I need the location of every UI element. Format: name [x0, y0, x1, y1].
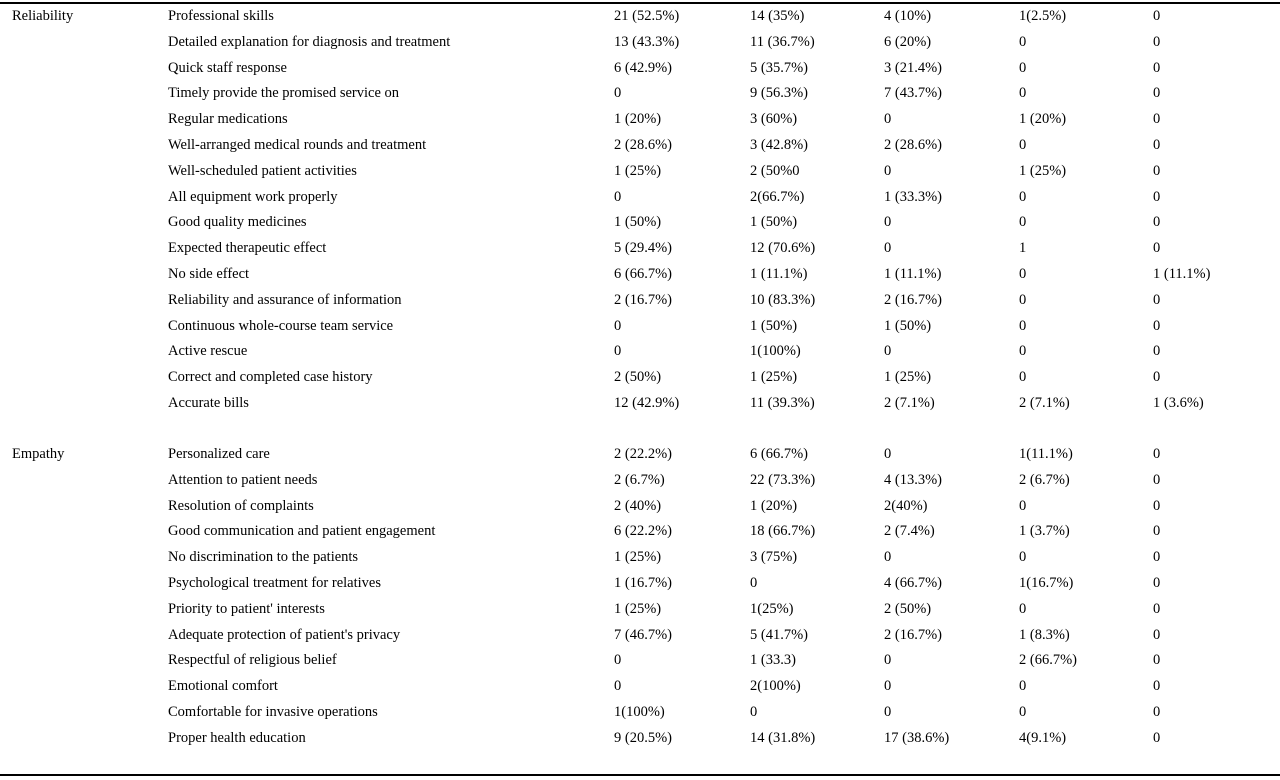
value-cell: 1 (33.3%) [884, 188, 942, 205]
value-cell: 0 [1019, 188, 1027, 205]
value-cell: 2(66.7%) [750, 188, 805, 205]
value-cell: 1 (25%) [614, 162, 662, 179]
item-label: Expected therapeutic effect [168, 240, 327, 257]
value-cell: 1 (50%) [750, 214, 798, 231]
value-cell: 7 (46.7%) [614, 626, 672, 643]
table-row [0, 339, 1280, 365]
value-cell: 1 (25%) [750, 369, 798, 386]
value-cell: 0 [614, 188, 622, 205]
value-cell: 2 (16.7%) [614, 291, 672, 308]
value-cell: 4(9.1%) [1019, 729, 1067, 746]
value-cell: 0 [1153, 85, 1161, 102]
value-cell: 5 (35.7%) [750, 59, 808, 76]
value-cell: 2 (16.7%) [884, 626, 942, 643]
value-cell: 1 [1019, 240, 1027, 257]
value-cell: 0 [884, 111, 892, 128]
value-cell: 1 (20%) [614, 111, 662, 128]
item-label: Professional skills [168, 8, 274, 24]
value-cell: 6 (66.7%) [750, 446, 808, 462]
value-cell: 1 (25%) [1019, 162, 1067, 179]
value-cell: 1(16.7%) [1019, 574, 1074, 591]
value-cell: 2(100%) [750, 678, 801, 695]
table-row [0, 519, 1280, 545]
value-cell: 1(2.5%) [1019, 8, 1067, 24]
value-cell: 0 [1019, 317, 1027, 334]
value-cell: 0 [1153, 240, 1161, 257]
value-cell: 0 [1153, 703, 1161, 720]
value-cell: 1 (20%) [750, 497, 798, 514]
value-cell: 22 (73.3%) [750, 471, 816, 488]
value-cell: 2 (50%0 [750, 162, 800, 179]
value-cell: 3 (75%) [750, 549, 798, 566]
value-cell: 3 (60%) [750, 111, 798, 128]
value-cell: 14 (31.8%) [750, 729, 816, 746]
value-cell: 3 (42.8%) [750, 136, 808, 153]
item-label: Regular medications [168, 111, 288, 128]
table-row [0, 30, 1280, 56]
item-label: Well-arranged medical rounds and treatment [168, 136, 427, 153]
value-cell: 2 (16.7%) [884, 291, 942, 308]
value-cell: 1 (8.3%) [1019, 626, 1070, 643]
value-cell: 1 (11.1%) [750, 265, 808, 282]
value-cell: 5 (29.4%) [614, 240, 672, 257]
item-label: Respectful of religious belief [168, 652, 337, 669]
table-row [0, 468, 1280, 494]
value-cell: 0 [614, 317, 622, 334]
value-cell: 0 [1019, 600, 1027, 617]
table-group-empathy [0, 442, 1280, 752]
value-cell: 11 (39.3%) [750, 394, 815, 411]
table-row [0, 185, 1280, 211]
value-cell: 21 (52.5%) [614, 8, 680, 24]
value-cell: 0 [1153, 600, 1161, 617]
item-label: All equipment work properly [168, 188, 338, 205]
dimension-label: Reliability [12, 8, 74, 24]
value-cell: 1(11.1%) [1019, 446, 1073, 462]
value-cell: 1 (3.6%) [1153, 394, 1204, 411]
value-cell: 0 [884, 162, 892, 179]
item-label: Good communication and patient engagement [168, 523, 436, 540]
value-cell: 4 (13.3%) [884, 471, 942, 488]
value-cell: 0 [1153, 549, 1161, 566]
item-label: Quick staff response [168, 59, 287, 76]
item-label: Resolution of complaints [168, 497, 314, 514]
table-row [0, 545, 1280, 571]
value-cell: 6 (66.7%) [614, 265, 672, 282]
item-label: Accurate bills [168, 394, 249, 411]
value-cell: 0 [1153, 574, 1161, 591]
value-cell: 0 [750, 703, 758, 720]
table-row [0, 159, 1280, 185]
value-cell: 0 [1153, 162, 1161, 179]
value-cell: 2 (40%) [614, 497, 662, 514]
value-cell: 0 [884, 703, 892, 720]
table-row [0, 262, 1280, 288]
value-cell: 0 [1019, 497, 1027, 514]
value-cell: 0 [750, 574, 758, 591]
value-cell: 1 (11.1%) [1153, 265, 1211, 282]
value-cell: 0 [614, 343, 622, 360]
value-cell: 1 (16.7%) [614, 574, 672, 591]
value-cell: 2 (7.4%) [884, 523, 935, 540]
value-cell: 1 (25%) [614, 549, 662, 566]
value-cell: 0 [1153, 59, 1161, 76]
value-cell: 0 [1153, 291, 1161, 308]
table-group-reliability [0, 4, 1280, 417]
item-label: Correct and completed case history [168, 369, 373, 386]
value-cell: 0 [614, 652, 622, 669]
value-cell: 1 (25%) [884, 369, 932, 386]
table-row [0, 288, 1280, 314]
value-cell: 1 (20%) [1019, 111, 1067, 128]
value-cell: 4 (66.7%) [884, 574, 942, 591]
value-cell: 1(25%) [750, 600, 794, 617]
item-label: Adequate protection of patient's privacy [168, 626, 401, 643]
value-cell: 0 [1153, 8, 1161, 24]
value-cell: 0 [1153, 369, 1161, 386]
table-row [0, 571, 1280, 597]
value-cell: 0 [1019, 136, 1027, 153]
dimension-label: Empathy [12, 446, 65, 462]
table-row [0, 107, 1280, 133]
value-cell: 2 (7.1%) [1019, 394, 1070, 411]
value-cell: 0 [884, 343, 892, 360]
value-cell: 2 (6.7%) [1019, 471, 1070, 488]
value-cell: 9 (20.5%) [614, 729, 672, 746]
value-cell: 12 (42.9%) [614, 394, 680, 411]
value-cell: 0 [1019, 703, 1027, 720]
value-cell: 0 [1153, 626, 1161, 643]
value-cell: 14 (35%) [750, 8, 805, 24]
value-cell: 6 (42.9%) [614, 59, 672, 76]
value-cell: 0 [884, 214, 892, 231]
value-cell: 0 [1019, 265, 1027, 282]
item-label: Continuous whole-course team service [168, 317, 394, 334]
table-row [0, 442, 1280, 468]
table-row [0, 4, 1280, 30]
value-cell: 2 (50%) [884, 600, 932, 617]
item-label: Good quality medicines [168, 214, 307, 231]
value-cell: 6 (20%) [884, 33, 932, 50]
value-cell: 4 (10%) [884, 8, 932, 24]
value-cell: 0 [1019, 678, 1027, 695]
value-cell: 0 [1153, 33, 1161, 50]
table-row [0, 210, 1280, 236]
value-cell: 18 (66.7%) [750, 523, 816, 540]
value-cell: 10 (83.3%) [750, 291, 816, 308]
value-cell: 5 (41.7%) [750, 626, 808, 643]
value-cell: 1 (33.3) [750, 652, 796, 669]
value-cell: 2 (6.7%) [614, 471, 665, 488]
table-row [0, 648, 1280, 674]
value-cell: 2(40%) [884, 497, 928, 514]
value-cell: 0 [1153, 111, 1161, 128]
value-cell: 2 (7.1%) [884, 394, 935, 411]
value-cell: 1 (11.1%) [884, 265, 942, 282]
item-label: Psychological treatment for relatives [168, 574, 381, 591]
table-row [0, 56, 1280, 82]
value-cell: 1 (50%) [750, 317, 798, 334]
item-label: No side effect [168, 265, 250, 282]
value-cell: 0 [1153, 188, 1161, 205]
value-cell: 7 (43.7%) [884, 85, 942, 102]
value-cell: 11 (36.7%) [750, 33, 815, 50]
value-cell: 0 [1019, 291, 1027, 308]
value-cell: 0 [1153, 678, 1161, 695]
value-cell: 0 [1019, 59, 1027, 76]
table-row [0, 726, 1280, 752]
table-row [0, 494, 1280, 520]
value-cell: 2 (22.2%) [614, 446, 672, 462]
value-cell: 17 (38.6%) [884, 729, 950, 746]
value-cell: 0 [614, 678, 622, 695]
item-label: Comfortable for invasive operations [168, 703, 378, 720]
value-cell: 0 [1153, 214, 1161, 231]
value-cell: 1 (50%) [614, 214, 662, 231]
table-row [0, 236, 1280, 262]
value-cell: 0 [1019, 214, 1027, 231]
table-row [0, 133, 1280, 159]
value-cell: 0 [884, 549, 892, 566]
value-cell: 0 [1153, 652, 1161, 669]
value-cell: 2 (28.6%) [884, 136, 942, 153]
value-cell: 13 (43.3%) [614, 33, 680, 50]
value-cell: 0 [1019, 549, 1027, 566]
value-cell: 0 [884, 240, 892, 257]
table-row [0, 81, 1280, 107]
value-cell: 1(100%) [614, 703, 665, 720]
value-cell: 0 [884, 678, 892, 695]
item-label: Priority to patient' interests [168, 600, 325, 617]
value-cell: 0 [614, 85, 622, 102]
value-cell: 2 (28.6%) [614, 136, 672, 153]
value-cell: 1 (3.7%) [1019, 523, 1070, 540]
item-label: Proper health education [168, 729, 306, 746]
item-label: Detailed explanation for diagnosis and treatment [168, 33, 451, 50]
value-cell: 3 (21.4%) [884, 59, 942, 76]
value-cell: 1 (25%) [614, 600, 662, 617]
item-label: Attention to patient needs [168, 471, 318, 488]
item-label: Personalized care [168, 446, 270, 462]
value-cell: 0 [1153, 343, 1161, 360]
value-cell: 6 (22.2%) [614, 523, 672, 540]
table-row [0, 597, 1280, 623]
table-row [0, 365, 1280, 391]
value-cell: 0 [1153, 523, 1161, 540]
value-cell: 0 [1019, 343, 1027, 360]
table-row [0, 391, 1280, 417]
table-row [0, 700, 1280, 726]
value-cell: 0 [1153, 136, 1161, 153]
table-bottom-rule [0, 774, 1280, 776]
item-label: Reliability and assurance of information [168, 291, 402, 308]
value-cell: 0 [1153, 446, 1161, 462]
value-cell: 0 [1019, 85, 1027, 102]
value-cell: 0 [1019, 33, 1027, 50]
value-cell: 0 [1153, 471, 1161, 488]
value-cell: 0 [1153, 729, 1161, 746]
value-cell: 0 [1019, 369, 1027, 386]
table-row [0, 674, 1280, 700]
value-cell: 9 (56.3%) [750, 85, 808, 102]
value-cell: 1(100%) [750, 343, 801, 360]
item-label: Timely provide the promised service on [168, 85, 400, 102]
value-cell: 0 [884, 652, 892, 669]
value-cell: 2 (50%) [614, 369, 662, 386]
table-row [0, 623, 1280, 649]
value-cell: 2 (66.7%) [1019, 652, 1077, 669]
table-row [0, 314, 1280, 340]
item-label: No discrimination to the patients [168, 549, 359, 566]
value-cell: 0 [1153, 317, 1161, 334]
value-cell: 12 (70.6%) [750, 240, 816, 257]
value-cell: 0 [884, 446, 892, 462]
value-cell: 1 (50%) [884, 317, 932, 334]
item-label: Active rescue [168, 343, 248, 360]
item-label: Well-scheduled patient activities [168, 162, 357, 179]
value-cell: 0 [1153, 497, 1161, 514]
item-label: Emotional comfort [168, 678, 278, 695]
